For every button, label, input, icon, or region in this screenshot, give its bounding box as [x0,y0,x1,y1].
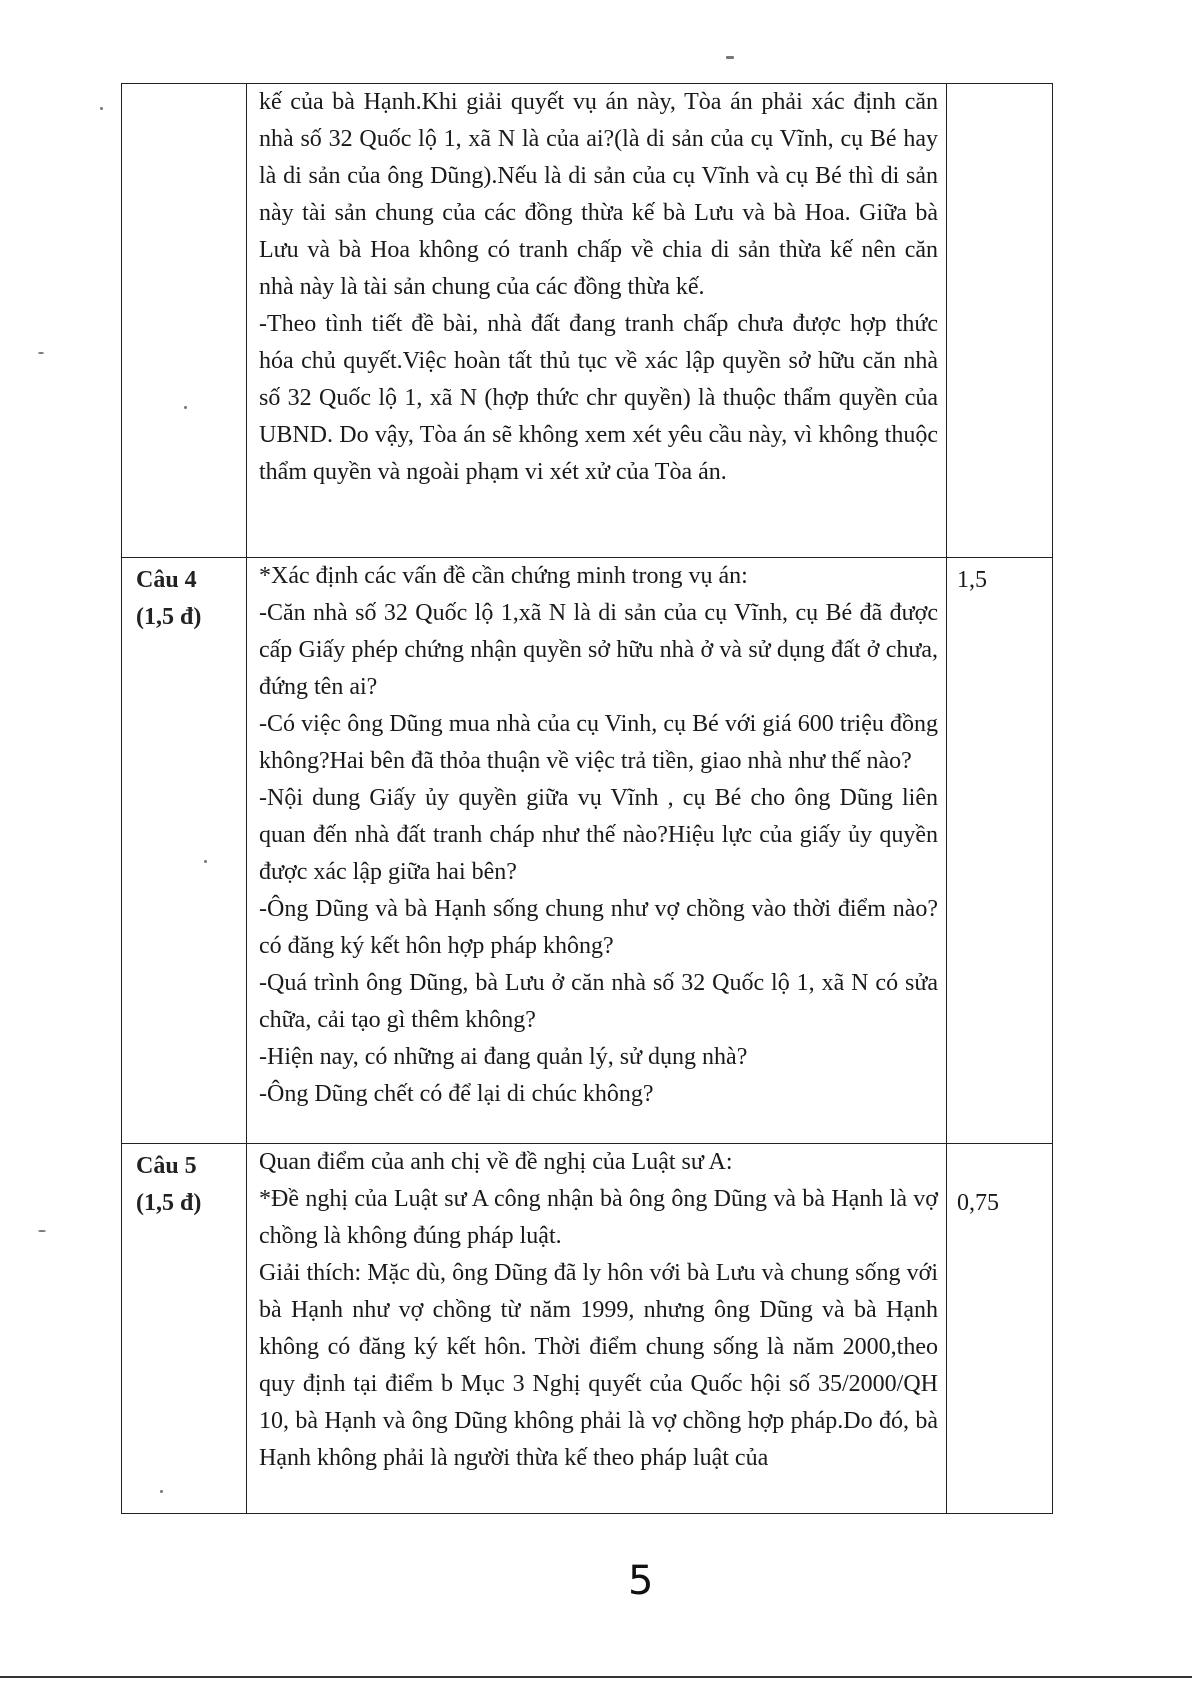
score-value: 0,75 [957,1190,999,1216]
answer-paragraph: Giải thích: Mặc dù, ông Dũng đã ly hôn với bà Lưu và chung sống với bà Hạnh như vợ chồng từ năm 1999, nhưng ông Dũng và bà Hạnh không có đăng ký kết hôn. Thời điểm chung sống là năm 2000,theo quy định tại điểm b Mục 3 Nghị quyết của Quốc hội số 35/2000/QH 10, bà Hạnh và ông Dũng không phải là vợ chồng hợp pháp.Do đó, bà Hạnh không phải là người thừa kế theo pháp luật của [259,1260,938,1471]
scan-speck [38,352,44,354]
score-value: 1,5 [957,567,987,593]
question-cell [122,558,247,1144]
scan-edge [0,1676,1192,1678]
question-cell [122,84,247,558]
question-label: Câu 5 [136,1153,197,1179]
answer-paragraph: *Xác định các vấn đề cần chứng minh trong vụ án: [259,563,748,589]
table-row [122,1144,1053,1514]
answer-paragraph: kế của bà Hạnh.Khi giải quyết vụ án này, Tòa án phải xác định căn nhà số 32 Quốc lộ 1, xã N là của ai?(là di sản của cụ Vĩnh, cụ Bé hay là di sản của ông Dũng).Nếu là di sản của cụ Vĩnh và cụ Bé thì di sản này tài sản chung của các đồng thừa kế bà Lưu và bà Hoa. Giữa bà Lưu và bà Hoa không có tranh chấp về chia di sản thừa kế nên căn nhà này là tài sản chung của các đồng thừa kế. [259,89,938,300]
scan-speck [726,56,734,59]
score-value [947,84,1052,88]
question-cell [122,1144,247,1514]
answer-table [121,83,1053,1514]
scan-speck [100,107,103,110]
answer-paragraph: -Theo tình tiết đề bài, nhà đất đang tranh chấp chưa được hợp thức hóa chủ quyết.Việc hoàn tất thủ tục về xác lập quyền sở hữu căn nhà số 32 Quốc lộ 1, xã N (hợp thức chr quyền) là thuộc thẩm quyền của UBND. Do vậy, Tòa án sẽ không xem xét yêu cầu này, vì không thuộc thẩm quyền và ngoài phạm vi xét xử của Tòa án. [259,311,938,485]
table-row [122,84,1053,558]
answer-paragraph: -Căn nhà số 32 Quốc lộ 1,xã N là di sản của cụ Vĩnh, cụ Bé đã được cấp Giấy phép chứng nhận quyền sở hữu nhà ở và sử dụng đất ở chưa, đứng tên ai? [259,600,938,700]
table-row [122,558,1053,1144]
answer-paragraph: -Nội dung Giấy ủy quyền giữa vụ Vĩnh , cụ Bé cho ông Dũng liên quan đến nhà đất tranh cháp như thế nào?Hiệu lực của giấy ủy quyền được xác lập giữa hai bên? [259,785,938,885]
score-cell [947,84,1053,558]
answer-paragraph: -Có việc ông Dũng mua nhà của cụ Vinh, cụ Bé với giá 600 triệu đồng không?Hai bên đã thỏa thuận về việc trả tiền, giao nhà như thế nào? [259,711,938,774]
page-number: 5 [628,1558,654,1604]
score-cell [947,1144,1053,1514]
scan-speck [38,1230,46,1232]
answer-cell [247,1144,947,1514]
answer-paragraph: -Hiện nay, có những ai đang quản lý, sử dụng nhà? [259,1044,748,1070]
question-label: Câu 4 [136,567,197,593]
answer-paragraph: -Ông Dũng chết có để lại di chúc không? [259,1081,654,1107]
answer-cell [247,558,947,1144]
question-points: (1,5 đ) [136,604,202,630]
question-points: (1,5 đ) [136,1190,202,1216]
score-cell [947,558,1053,1144]
scan-speck [204,860,207,863]
answer-paragraph: -Ông Dũng và bà Hạnh sống chung như vợ chồng vào thời điểm nào?có đăng ký kết hôn hợp pháp không? [259,896,938,959]
answer-cell [247,84,947,558]
scan-speck [184,406,187,409]
scan-speck [160,1490,163,1493]
answer-paragraph: -Quá trình ông Dũng, bà Lưu ở căn nhà số 32 Quốc lộ 1, xã N có sửa chữa, cải tạo gì thêm không? [259,970,938,1033]
answer-paragraph: Quan điểm của anh chị về đề nghị của Luật sư A: [259,1149,733,1175]
answer-paragraph: *Đề nghị của Luật sư A công nhận bà ông ông Dũng và bà Hạnh là vợ chồng là không đúng pháp luật. [259,1186,938,1249]
